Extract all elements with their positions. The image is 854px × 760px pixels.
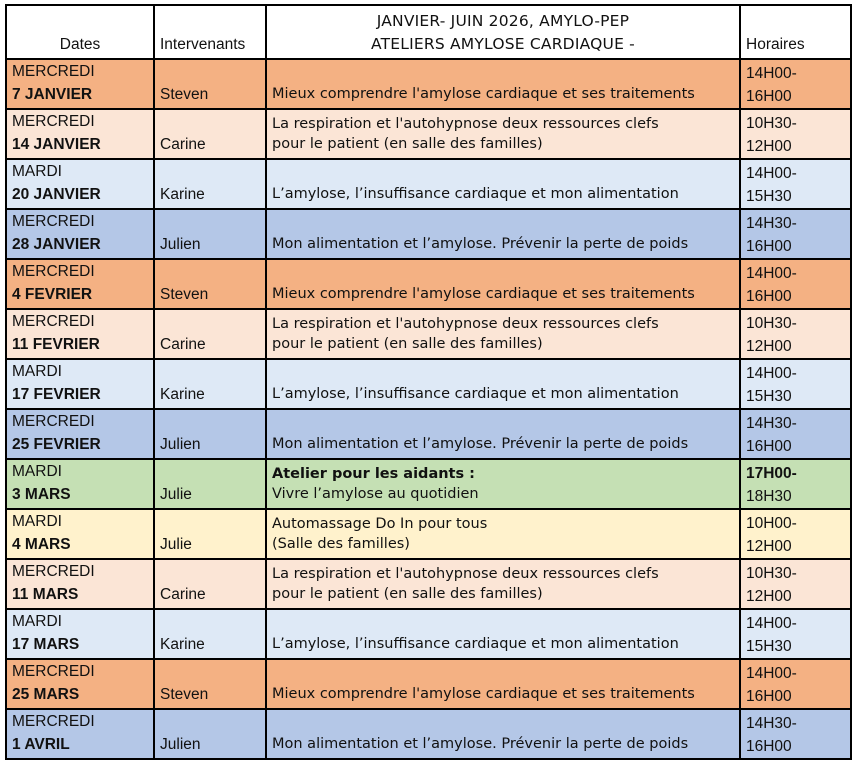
- topic-cell: [266, 109, 740, 159]
- end-time: 16H00: [746, 288, 792, 305]
- topic-cell: [266, 59, 740, 109]
- weekday: MARDI: [12, 513, 62, 530]
- date: 11 MARS: [12, 586, 79, 603]
- topic-line: pour le patient (en salle des familles): [272, 586, 543, 602]
- schedule-body: [6, 59, 851, 759]
- date: 3 MARS: [12, 486, 71, 503]
- start-time: 14H00-: [746, 265, 797, 282]
- hours-cell: [740, 559, 851, 609]
- date-cell: [6, 159, 154, 209]
- speaker-name: Julie: [160, 536, 192, 553]
- topic-text: [272, 510, 734, 554]
- header-row: [6, 5, 851, 59]
- table-row: [6, 159, 851, 209]
- speaker-name: Julien: [160, 236, 201, 253]
- title-line-1: JANVIER- JUIN 2026, AMYLO-PEP: [376, 12, 630, 30]
- end-time: 15H30: [746, 638, 792, 655]
- hours-cell: [740, 609, 851, 659]
- speaker-name: Carine: [160, 336, 206, 353]
- schedule-table: [5, 4, 852, 760]
- table-row: [6, 659, 851, 709]
- end-time: 16H00: [746, 738, 792, 755]
- end-time: 15H30: [746, 388, 792, 405]
- hours-cell: [740, 259, 851, 309]
- speaker-name: Karine: [160, 636, 205, 653]
- end-time: 12H00: [746, 538, 792, 555]
- speaker-name: Julien: [160, 436, 201, 453]
- speaker-name: Steven: [160, 286, 209, 303]
- table-row: [6, 59, 851, 109]
- weekday: MARDI: [12, 613, 62, 630]
- weekday: MERCREDI: [12, 113, 95, 130]
- end-time: 12H00: [746, 588, 792, 605]
- end-time: 12H00: [746, 338, 792, 355]
- speaker-cell: [154, 209, 266, 259]
- table-row: [6, 109, 851, 159]
- start-time: 17H00-: [746, 465, 797, 482]
- date: 1 AVRIL: [12, 736, 70, 753]
- topic-cell: [266, 159, 740, 209]
- table-row: [6, 359, 851, 409]
- speaker-cell: [154, 409, 266, 459]
- topic-cell: [266, 309, 740, 359]
- weekday: MARDI: [12, 163, 62, 180]
- topic-text: Mon alimentation et l’amylose. Prévenir la perte de poids: [272, 436, 689, 452]
- end-time: 16H00: [746, 688, 792, 705]
- weekday: MERCREDI: [12, 313, 95, 330]
- speaker-name: Karine: [160, 386, 205, 403]
- start-time: 14H30-: [746, 715, 797, 732]
- table-row: [6, 209, 851, 259]
- topic-text: [272, 110, 734, 154]
- date: 17 FEVRIER: [12, 386, 101, 403]
- topic-cell: [266, 609, 740, 659]
- topic-line: Automassage Do In pour tous: [272, 516, 488, 532]
- topic-cell: [266, 559, 740, 609]
- weekday: MARDI: [12, 363, 62, 380]
- start-time: 14H00-: [746, 165, 797, 182]
- topic-cell: [266, 509, 740, 559]
- speaker-cell: [154, 159, 266, 209]
- speaker-name: Steven: [160, 86, 209, 103]
- date: 4 FEVRIER: [12, 286, 93, 303]
- speaker-cell: [154, 709, 266, 759]
- topic-text: Mieux comprendre l'amylose cardiaque et ses traitements: [272, 686, 695, 702]
- weekday: MERCREDI: [12, 713, 95, 730]
- date: 28 JANVIER: [12, 236, 101, 253]
- speaker-cell: [154, 259, 266, 309]
- speaker-cell: [154, 559, 266, 609]
- speaker-name: Julie: [160, 486, 192, 503]
- end-time: 16H00: [746, 438, 792, 455]
- hours-cell: [740, 659, 851, 709]
- topic-text: L’amylose, l’insuffisance cardiaque et mon alimentation: [272, 386, 679, 402]
- topic-line: Atelier pour les aidants :: [272, 466, 475, 482]
- topic-cell: [266, 709, 740, 759]
- table-row: [6, 459, 851, 509]
- topic-text: Mieux comprendre l'amylose cardiaque et ses traitements: [272, 86, 695, 102]
- date: 7 JANVIER: [12, 86, 93, 103]
- speaker-name: Carine: [160, 586, 206, 603]
- weekday: MERCREDI: [12, 663, 95, 680]
- speaker-cell: [154, 659, 266, 709]
- hours-cell: [740, 159, 851, 209]
- topic-line: La respiration et l'autohypnose deux ressources clefs: [272, 316, 659, 332]
- speaker-name: Carine: [160, 136, 206, 153]
- start-time: 10H30-: [746, 315, 797, 332]
- hours-cell: [740, 359, 851, 409]
- hours-cell: [740, 459, 851, 509]
- topic-line: pour le patient (en salle des familles): [272, 336, 543, 352]
- hours-cell: [740, 209, 851, 259]
- topic-text: L’amylose, l’insuffisance cardiaque et mon alimentation: [272, 636, 679, 652]
- topic-text: L’amylose, l’insuffisance cardiaque et mon alimentation: [272, 186, 679, 202]
- hours-cell: [740, 109, 851, 159]
- date-cell: [6, 609, 154, 659]
- topic-cell: [266, 209, 740, 259]
- date-cell: [6, 509, 154, 559]
- header-horaires: Horaires: [740, 5, 851, 59]
- table-row: [6, 259, 851, 309]
- speaker-cell: [154, 609, 266, 659]
- hours-cell: [740, 59, 851, 109]
- table-row: [6, 509, 851, 559]
- date: 25 FEVRIER: [12, 436, 101, 453]
- date-cell: [6, 409, 154, 459]
- topic-text: [272, 310, 734, 354]
- end-time: 16H00: [746, 238, 792, 255]
- speaker-cell: [154, 459, 266, 509]
- speaker-name: Karine: [160, 186, 205, 203]
- date-cell: [6, 359, 154, 409]
- date: 11 FEVRIER: [12, 336, 100, 353]
- weekday: MERCREDI: [12, 213, 95, 230]
- start-time: 10H30-: [746, 115, 797, 132]
- date: 20 JANVIER: [12, 186, 101, 203]
- date-cell: [6, 459, 154, 509]
- topic-cell: [266, 659, 740, 709]
- date-cell: [6, 209, 154, 259]
- date-cell: [6, 659, 154, 709]
- topic-text: Mon alimentation et l’amylose. Prévenir la perte de poids: [272, 736, 689, 752]
- hours-cell: [740, 709, 851, 759]
- start-time: 10H00-: [746, 515, 797, 532]
- end-time: 16H00: [746, 88, 792, 105]
- header-dates: Dates: [6, 5, 154, 59]
- hours-cell: [740, 409, 851, 459]
- speaker-cell: [154, 309, 266, 359]
- topic-line: (Salle des familles): [272, 536, 410, 552]
- topic-line: Vivre l’amylose au quotidien: [272, 486, 479, 502]
- topic-cell: [266, 359, 740, 409]
- date-cell: [6, 309, 154, 359]
- date-cell: [6, 259, 154, 309]
- topic-cell: [266, 259, 740, 309]
- speaker-cell: [154, 509, 266, 559]
- date: 25 MARS: [12, 686, 80, 703]
- weekday: MERCREDI: [12, 413, 95, 430]
- topic-text: [272, 560, 734, 604]
- topic-text: [272, 460, 734, 504]
- date-cell: [6, 109, 154, 159]
- date: 17 MARS: [12, 636, 80, 653]
- title-line-2: ATELIERS AMYLOSE CARDIAQUE -: [371, 35, 635, 53]
- topic-line: La respiration et l'autohypnose deux ressources clefs: [272, 116, 659, 132]
- weekday: MARDI: [12, 463, 62, 480]
- speaker-cell: [154, 59, 266, 109]
- start-time: 14H00-: [746, 665, 797, 682]
- date: 4 MARS: [12, 536, 71, 553]
- start-time: 14H30-: [746, 415, 797, 432]
- start-time: 10H30-: [746, 565, 797, 582]
- weekday: MERCREDI: [12, 63, 95, 80]
- table-row: [6, 709, 851, 759]
- table-row: [6, 609, 851, 659]
- topic-text: Mon alimentation et l’amylose. Prévenir la perte de poids: [272, 236, 689, 252]
- hours-cell: [740, 309, 851, 359]
- table-row: [6, 309, 851, 359]
- end-time: 18H30: [746, 488, 792, 505]
- start-time: 14H00-: [746, 65, 797, 82]
- topic-line: La respiration et l'autohypnose deux ressources clefs: [272, 566, 659, 582]
- date-cell: [6, 709, 154, 759]
- topic-cell: [266, 409, 740, 459]
- speaker-name: Steven: [160, 686, 209, 703]
- end-time: 15H30: [746, 188, 792, 205]
- weekday: MERCREDI: [12, 263, 95, 280]
- topic-cell: [266, 459, 740, 509]
- speaker-cell: [154, 359, 266, 409]
- topic-text: Mieux comprendre l'amylose cardiaque et ses traitements: [272, 286, 695, 302]
- weekday: MERCREDI: [12, 563, 95, 580]
- start-time: 14H30-: [746, 215, 797, 232]
- start-time: 14H00-: [746, 365, 797, 382]
- date-cell: [6, 59, 154, 109]
- topic-line: pour le patient (en salle des familles): [272, 136, 543, 152]
- header-intervenants: Intervenants: [154, 5, 266, 59]
- start-time: 14H00-: [746, 615, 797, 632]
- hours-cell: [740, 509, 851, 559]
- table-row: [6, 409, 851, 459]
- speaker-name: Julien: [160, 736, 201, 753]
- table-row: [6, 559, 851, 609]
- date-cell: [6, 559, 154, 609]
- date: 14 JANVIER: [12, 136, 101, 153]
- page-title: [266, 5, 740, 59]
- speaker-cell: [154, 109, 266, 159]
- end-time: 12H00: [746, 138, 792, 155]
